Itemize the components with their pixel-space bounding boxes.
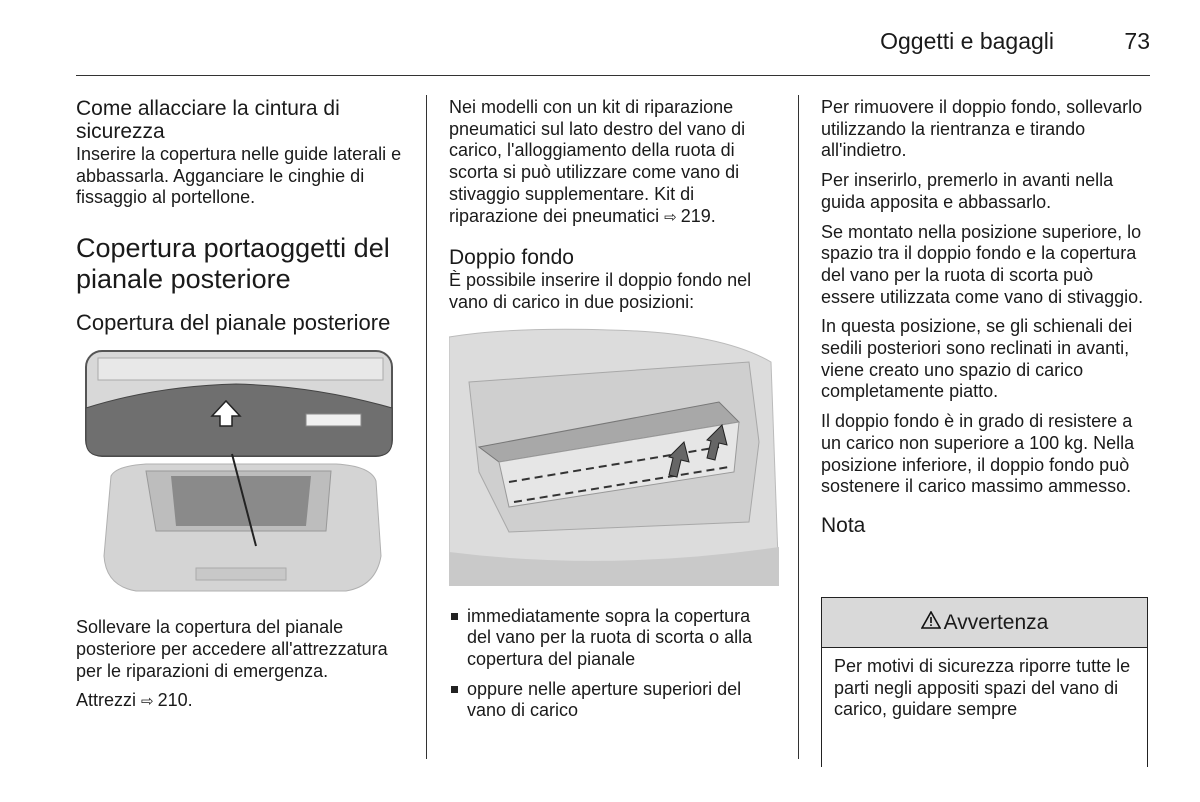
section-title: Copertura portaoggetti del pianale posteriore: [76, 233, 390, 295]
arrow-ref-icon: ⇨: [141, 693, 154, 711]
paragraph-text: Nei modelli con un kit di riparazione pneumatici sul lato destro del vano di carico, l'alloggiamento della ruota di scorta si può utilizzare come vano di stivaggio supplementare. Kit di riparazione dei pneumatici: [449, 97, 746, 226]
paragraph: Sollevare la copertura del pianale posteriore per accedere all'attrezzatura per le riparazioni di emergenza.: [76, 617, 388, 681]
paragraph: In questa posizione, se gli schienali dei sedili posteriori sono reclinati in avanti, viene creato uno spazio di carico completamente piatto.: [821, 316, 1133, 402]
paragraph: Il doppio fondo è in grado di resistere a un carico non superiore a 100 kg. Nella posizione inferiore, il doppio fondo può sostenere il carico massimo ammesso.: [821, 411, 1135, 497]
column-2: [449, 97, 779, 730]
paragraph: Per rimuovere il doppio fondo, sollevarlo utilizzando la rientranza e tirando all'indietro.: [821, 97, 1143, 161]
paragraph: È possibile inserire il doppio fondo nel vano di carico in due posizioni:: [449, 270, 752, 312]
bullet-square-icon: [451, 686, 458, 693]
paragraph: Se montato nella posizione superiore, lo spazio tra il doppio fondo e la copertura del vano per la ruota di scorta può essere utilizzata come vano di stivaggio.: [821, 221, 1144, 307]
list-item-text: immediatamente sopra la copertura del vano per la ruota di scorta o alla copertura del pianale: [467, 605, 753, 670]
warning-triangle-icon: [921, 611, 941, 635]
column-3: [821, 97, 1151, 537]
page-header-title: Oggetti e bagagli: [880, 28, 1054, 54]
column-1: [76, 97, 406, 721]
bullet-square-icon: [451, 613, 458, 620]
list-item-text: oppure nelle aperture superiori del vano di carico: [467, 678, 742, 721]
paragraph: [449, 97, 779, 228]
header-rule: [76, 75, 1150, 76]
paragraph: Inserire la copertura nelle guide laterali e abbassarla. Agganciare le cinghie di fissaggio al portellone.: [76, 144, 402, 208]
positions-list: [449, 606, 779, 723]
warning-text: Per motivi di sicurezza riporre tutte le parti negli appositi spazi del vano di carico, guidare sempre: [834, 656, 1131, 720]
reference-page[interactable]: 219.: [680, 205, 716, 226]
warning-title: Avvertenza: [943, 610, 1049, 634]
list-item: [449, 679, 779, 722]
heading-double-floor: Doppio fondo: [449, 246, 574, 270]
double-floor-illustration: [449, 322, 779, 586]
heading-seatbelt: Come allacciare la cintura di sicurezza: [76, 97, 340, 143]
column-divider: [798, 95, 799, 759]
warning-box: [821, 597, 1148, 767]
reference-label: Attrezzi: [76, 690, 137, 711]
paragraph: Per inserirlo, premerlo in avanti nella guida apposita e abbassarlo.: [821, 170, 1114, 212]
reference-page[interactable]: 210.: [157, 690, 193, 711]
heading-note: Nota: [821, 513, 866, 537]
column-divider: [426, 95, 427, 759]
warning-header: [822, 598, 1147, 648]
arrow-ref-icon: ⇨: [664, 208, 677, 226]
floor-cover-illustration: [76, 346, 406, 602]
subheading-floor-cover: Copertura del pianale posteriore: [76, 310, 391, 336]
list-item: [449, 606, 779, 671]
reference-line: [76, 690, 406, 713]
page-number: 73: [1124, 28, 1150, 54]
